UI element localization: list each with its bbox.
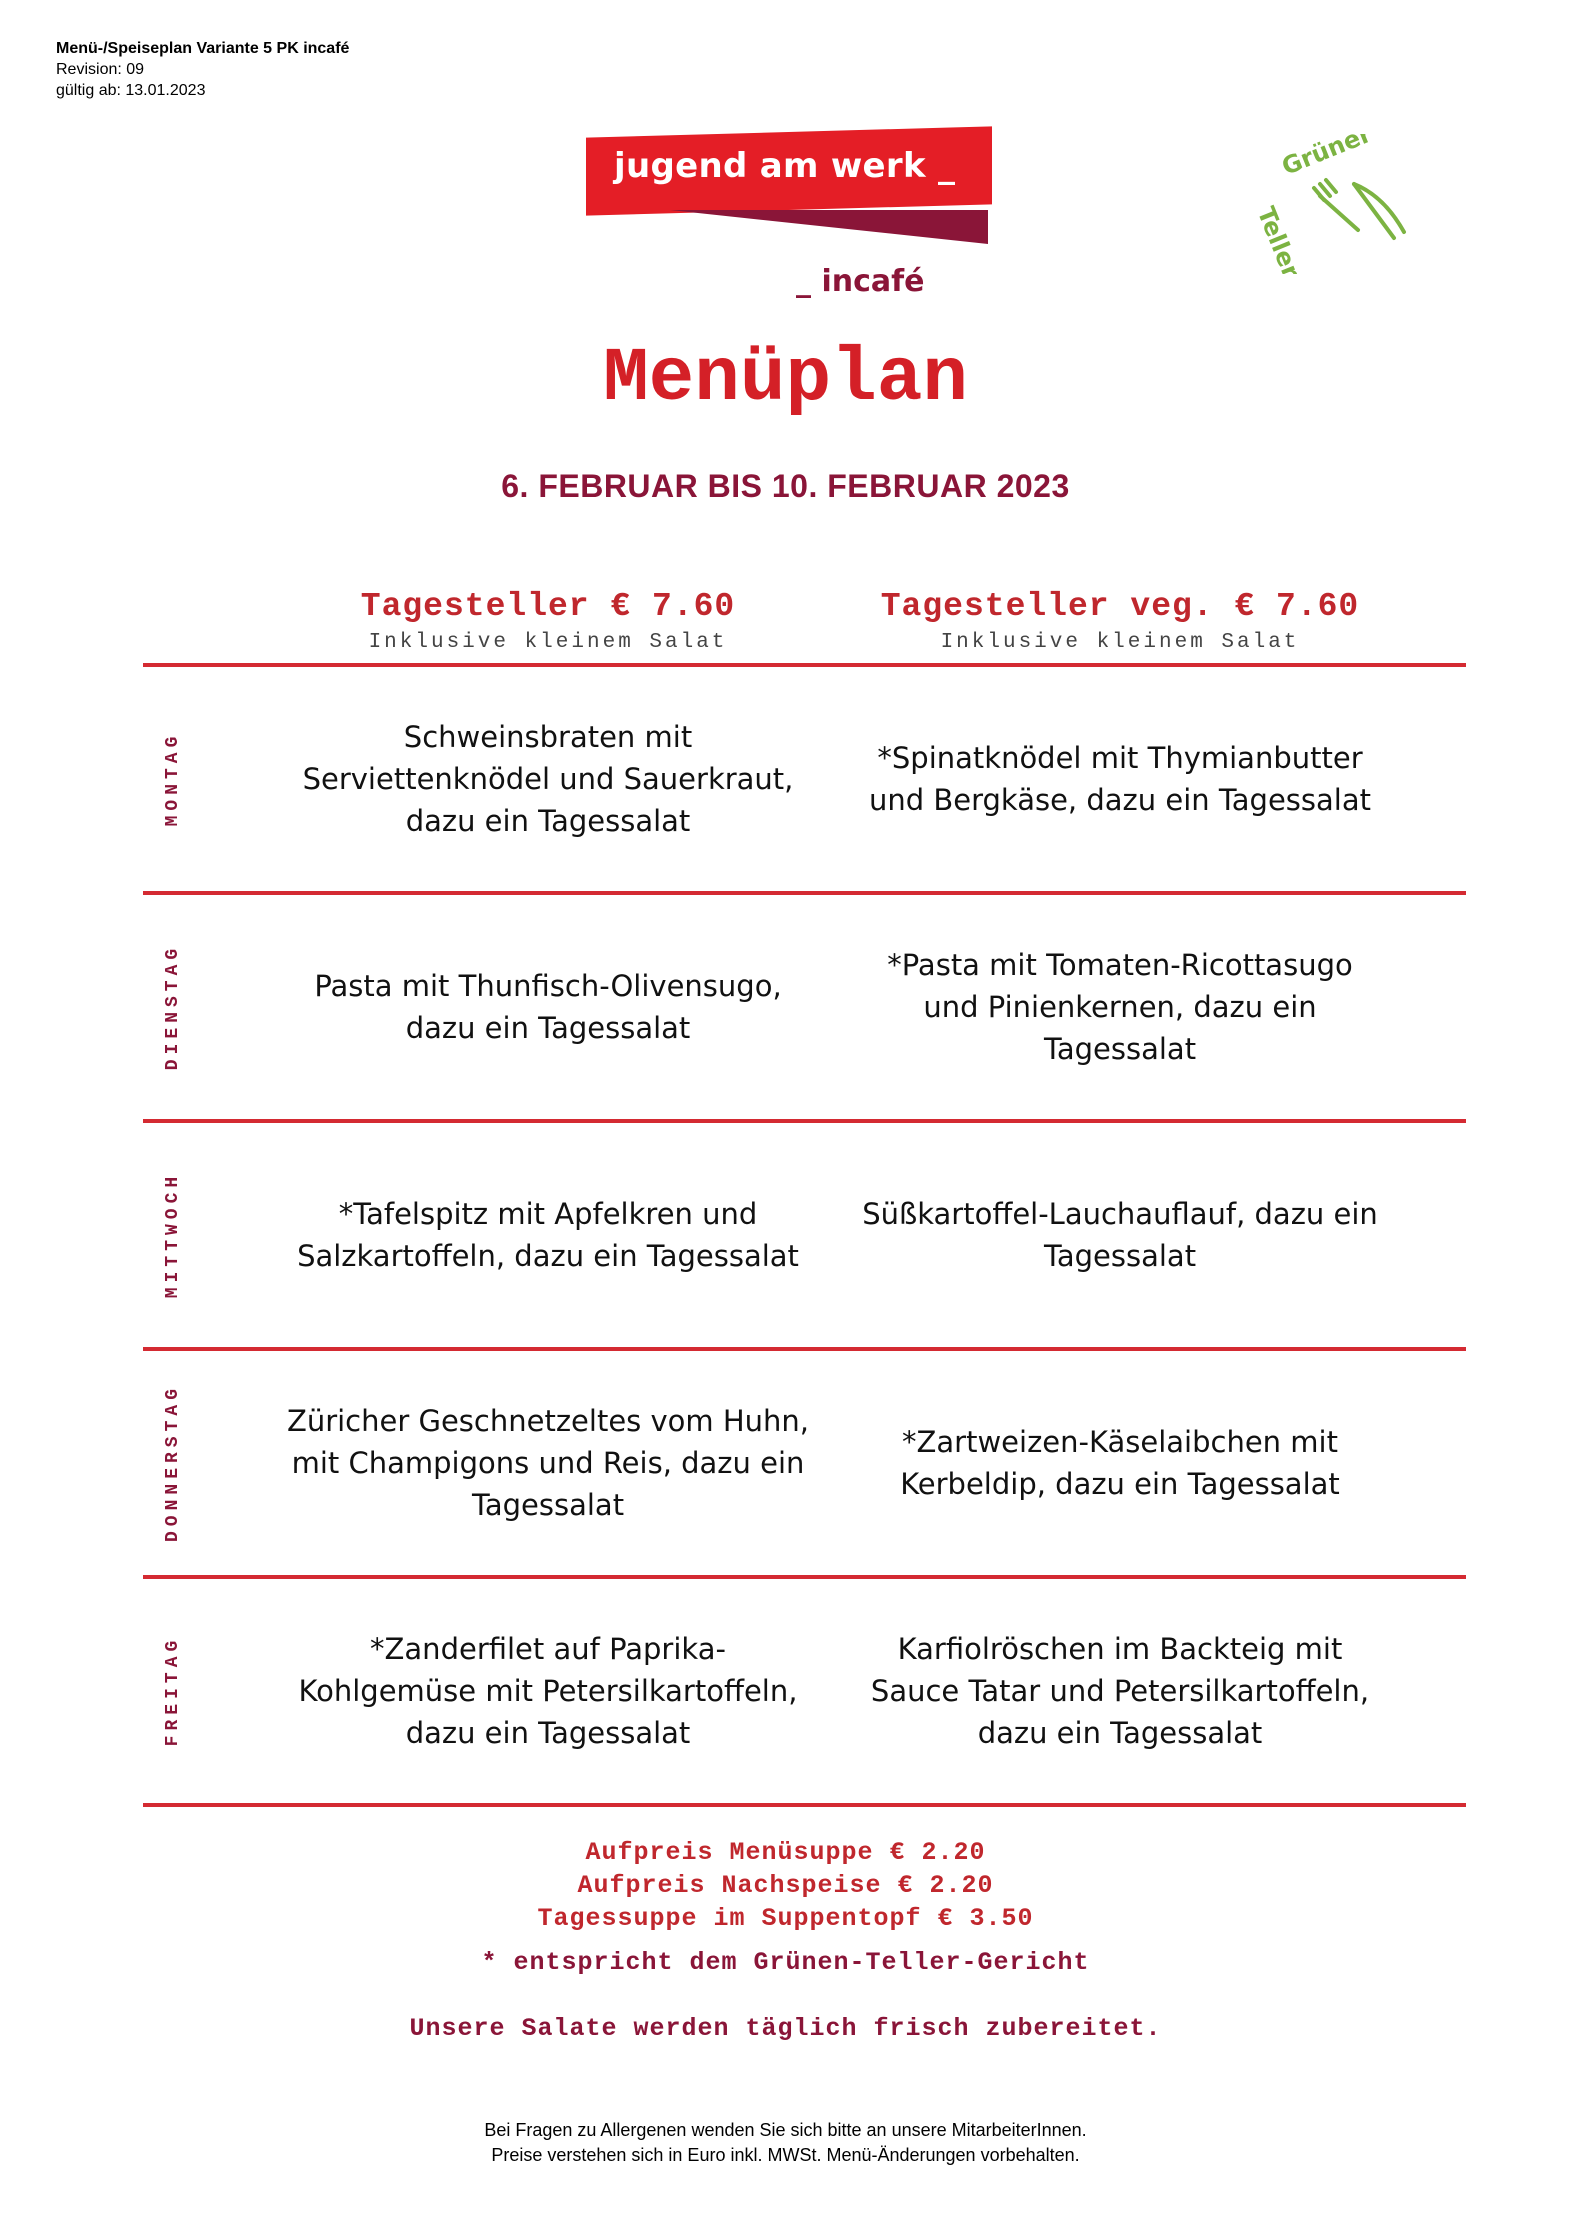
revision-label: Revision: 09 xyxy=(56,61,145,78)
column-header-tagesteller xyxy=(268,588,828,654)
fork-knife-icon xyxy=(1314,180,1404,238)
dish-tagesteller-donnerstag: Züricher Geschnetzeltes vom Huhn, mit Champigons und Reis, dazu ein Tagessalat xyxy=(286,1404,810,1522)
surcharge-list xyxy=(0,1836,1571,1935)
dish-veg-mittwoch: Süßkartoffel-Lauchauflauf, dazu ein Tagessalat xyxy=(862,1197,1378,1273)
logo-wedge xyxy=(670,210,988,244)
logo-brand-text: jugend am werk _ xyxy=(614,146,956,186)
dish-veg-freitag: Karfiolröschen im Backteig mit Sauce Tatar und Petersilkartoffeln, dazu ein Tagessalat xyxy=(870,1632,1370,1750)
column-title: Tagesteller veg. € 7.60 xyxy=(880,588,1360,625)
page-title: Menüplan xyxy=(603,336,968,422)
divider xyxy=(143,1347,1466,1351)
dish-tagesteller-dienstag: Pasta mit Thunfisch-Olivensugo, dazu ein Tagessalat xyxy=(314,969,782,1045)
surcharge-soup-pot: Tagessuppe im Suppentopf € 3.50 xyxy=(537,1904,1034,1933)
valid-from-label: gültig ab: 13.01.2023 xyxy=(56,82,206,99)
dish-tagesteller-mittwoch: *Tafelspitz mit Apfelkren und Salzkartoffeln, dazu ein Tagessalat xyxy=(297,1197,799,1273)
divider xyxy=(143,663,1466,667)
dish-veg-donnerstag: *Zartweizen-Käselaibchen mit Kerbeldip, dazu ein Tagessalat xyxy=(900,1425,1340,1501)
divider xyxy=(143,1119,1466,1123)
divider xyxy=(143,1803,1466,1807)
date-range: 6. FEBRUAR BIS 10. FEBRUAR 2023 xyxy=(501,468,1070,504)
document-title: Menü-/Speiseplan Variante 5 PK incafé xyxy=(56,40,350,57)
column-title: Tagesteller € 7.60 xyxy=(360,588,736,625)
logo-incafe-text: _ incafé xyxy=(796,264,925,299)
column-subtitle: Inklusive kleinem Salat xyxy=(940,631,1300,654)
svg-text:Teller: Teller xyxy=(1254,202,1306,274)
divider xyxy=(143,1575,1466,1579)
dish-tagesteller-freitag: *Zanderfilet auf Paprika- Kohlgemüse mit Petersilkartoffeln, dazu ein Tagessalat xyxy=(298,1632,798,1750)
dish-tagesteller-montag: Schweinsbraten mit Serviettenknödel und Sauerkraut, dazu ein Tagessalat xyxy=(302,720,794,838)
dish-veg-montag: *Spinatknödel mit Thymianbutter und Bergkäse, dazu ein Tagessalat xyxy=(868,741,1371,817)
gruener-teller-logo xyxy=(1254,134,1414,274)
salad-note: Unsere Salate werden täglich frisch zubereitet. xyxy=(409,2014,1162,2043)
surcharge-dessert: Aufpreis Nachspeise € 2.20 xyxy=(577,1871,994,1900)
dish-veg-dienstag: *Pasta mit Tomaten-Ricottasugo und Pinienkernen, dazu ein Tagessalat xyxy=(887,948,1353,1066)
gruener-teller-badge xyxy=(1254,134,1414,274)
footer-allergen-note: Bei Fragen zu Allergenen wenden Sie sich bitte an unsere MitarbeiterInnen. xyxy=(484,2120,1087,2140)
footer-price-note: Preise verstehen sich in Euro inkl. MWSt. Menü-Änderungen vorbehalten. xyxy=(491,2145,1080,2165)
document-meta xyxy=(56,38,349,101)
green-plate-note: * entspricht dem Grünen-Teller-Gericht xyxy=(481,1948,1090,1977)
jugend-am-werk-logo xyxy=(586,132,992,300)
svg-text:Grüner: Grüner xyxy=(1277,134,1376,181)
surcharge-soup: Aufpreis Menüsuppe € 2.20 xyxy=(585,1838,986,1867)
column-subtitle: Inklusive kleinem Salat xyxy=(368,631,728,654)
footer xyxy=(0,2118,1571,2168)
divider xyxy=(143,891,1466,895)
column-header-tagesteller-veg xyxy=(840,588,1400,654)
